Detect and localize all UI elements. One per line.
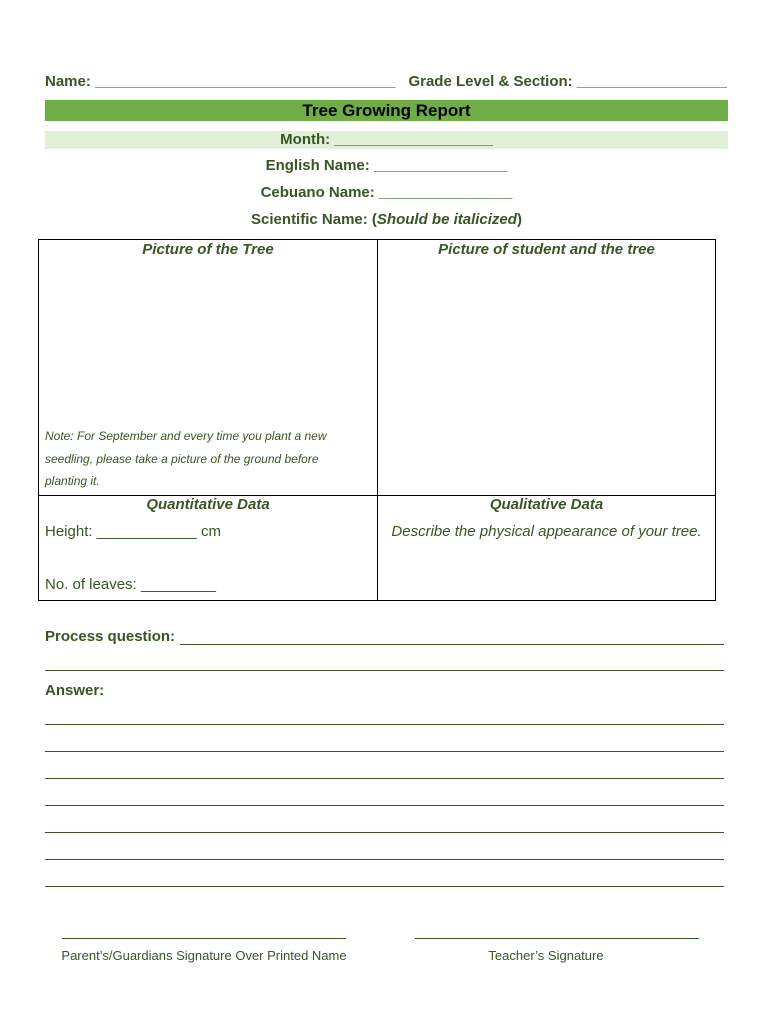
parent-signature-line[interactable]	[62, 938, 346, 939]
answer-line[interactable]	[45, 778, 724, 779]
qualitative-prompt: Describe the physical appearance of your tree.	[391, 523, 702, 540]
scientific-name-hint: Should be italicized	[376, 211, 517, 228]
answer-line[interactable]	[45, 886, 724, 887]
answer-line[interactable]	[45, 832, 724, 833]
scientific-name-close: )	[516, 211, 522, 228]
month-band	[45, 131, 728, 149]
report-table	[38, 239, 716, 601]
answer-line[interactable]	[45, 805, 724, 806]
photo-note	[45, 425, 370, 493]
month-field[interactable]: Month: ___________________	[280, 131, 493, 148]
parent-signature-label: Parent’s/Guardians Signature Over Printed Name	[61, 948, 347, 963]
answer-line[interactable]	[45, 859, 724, 860]
title-band	[45, 100, 728, 121]
answer-line[interactable]	[45, 751, 724, 752]
leaves-count-field[interactable]: No. of leaves: _________	[45, 576, 216, 593]
quantitative-data-heading: Quantitative Data	[146, 496, 270, 513]
scientific-name-field[interactable]	[45, 211, 728, 228]
student-photo-area[interactable]	[378, 260, 715, 494]
height-field[interactable]: Height: ____________ cm	[45, 523, 221, 540]
cebuano-name-field[interactable]: Cebuano Name: ________________	[260, 184, 513, 201]
process-question-line[interactable]	[45, 670, 724, 671]
header-row	[45, 73, 727, 93]
picture-of-tree-heading: Picture of the Tree	[142, 241, 274, 258]
grade-section-field[interactable]: Grade Level & Section: __________________	[408, 73, 727, 90]
process-question-line[interactable]	[180, 644, 724, 645]
qualitative-data-heading: Qualitative Data	[489, 496, 604, 513]
process-question-label: Process question:	[45, 628, 176, 645]
note-line: seedling, please take a picture of the ground before	[45, 451, 319, 466]
answer-label: Answer:	[45, 682, 105, 699]
teacher-signature-label: Teacher’s Signature	[488, 948, 604, 963]
answer-line[interactable]	[45, 724, 724, 725]
note-line: Note: For September and every time you plant a new	[45, 429, 327, 443]
report-title: Tree Growing Report	[302, 101, 471, 120]
scientific-name-label: Scientific Name: (	[251, 211, 377, 228]
note-line: planting it.	[45, 474, 100, 488]
picture-of-student-heading: Picture of student and the tree	[438, 241, 655, 258]
tree-photo-area[interactable]	[39, 260, 377, 420]
name-field[interactable]: Name: ____________________________________	[45, 73, 396, 90]
english-name-field[interactable]: English Name: ________________	[265, 157, 508, 174]
teacher-signature-line[interactable]	[415, 938, 699, 939]
